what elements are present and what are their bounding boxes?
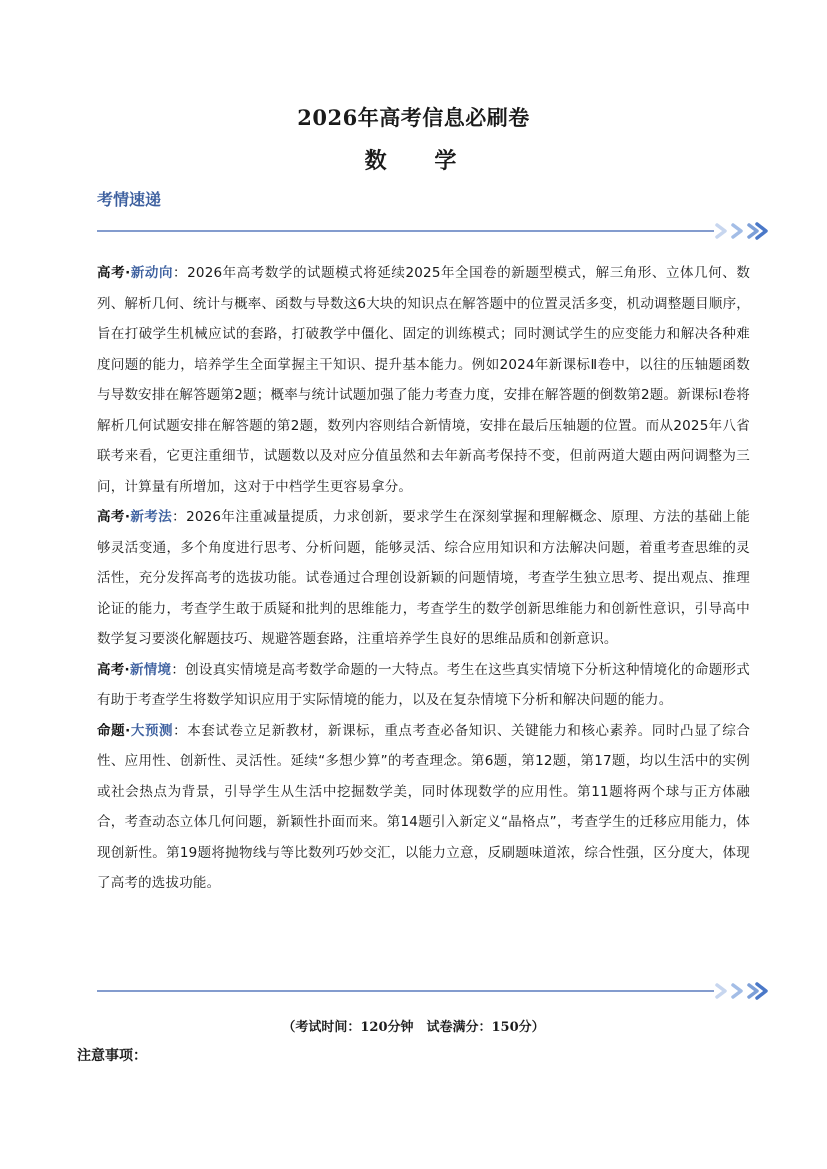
para-lead-highlight: 新考法 bbox=[130, 509, 173, 525]
para-lead-highlight: 大预测 bbox=[130, 722, 174, 739]
paragraph-prediction bbox=[97, 716, 750, 899]
para-separator: ： bbox=[171, 661, 186, 678]
para-lead-prefix: 高考· bbox=[97, 265, 131, 281]
paragraph-new-trend bbox=[97, 258, 750, 502]
para-lead-highlight: 新动向 bbox=[130, 265, 174, 281]
paragraph-new-method bbox=[97, 502, 750, 655]
para-lead-prefix: 高考· bbox=[97, 661, 130, 678]
para-lead-prefix: 高考· bbox=[97, 509, 131, 525]
paragraph-new-context bbox=[97, 655, 750, 716]
exam-info: （考试时间：120分钟 试卷满分：150分） bbox=[282, 1020, 545, 1035]
content-area bbox=[97, 258, 750, 899]
para-text: 创设真实情境是高考数学命题的一大特点。考生在这些真实情境下分析这种情境化的命题形式有助于考查学生将数学知识应用于实际情境的能力，以及在复杂情境下分析和解决问题的能力。 bbox=[97, 661, 750, 708]
para-separator: ： bbox=[173, 265, 188, 281]
para-lead-highlight: 新情境 bbox=[129, 661, 172, 678]
top-divider bbox=[97, 222, 772, 242]
para-text: 2026年高考数学的试题模式将延续2025年全国卷的新题型模式，解三角形、立体几何、数列、解析几何、统计与概率、函数与导数这6大块的知识点在解答题中的位置灵活多变，机动调整题目顺序，旨在打破学生机械应试的套路，打破教学中僵化、固定的训练模式；同时测试学生的应变能力和解决各种难度问题的能力，培养学生全面掌握主干知识、提升基本能力。例如2024年新课标Ⅱ卷中，以往的压轴题函数与导数安排在解答题第2题；概率与统计试题加强了能力考查力度，安排在解答题的倒数第2题。新课标Ⅰ卷将解析几何试题安排在解答题的第2题，数列内容则结合新情境，安排在最后压轴题的位置。而从2025年八省联考来看，它更注重细节，试题数以及对应分值虽然和去年新高考保持不变，但前两道大题由两问调整为三问，计算量有所增加，这对于中档学生更容易拿分。 bbox=[97, 265, 751, 495]
section-label: 考情速递 bbox=[97, 190, 162, 209]
para-lead-prefix: 命题· bbox=[97, 722, 131, 739]
para-separator: ： bbox=[172, 509, 187, 525]
page-title: 2026年高考信息必刷卷 bbox=[297, 105, 530, 130]
notes-heading: 注意事项： bbox=[77, 1048, 147, 1064]
para-text: 本套试卷立足新教材，新课标，重点考查必备知识、关键能力和核心素养。同时凸显了综合性、应用性、创新性、灵活性。延续“多想少算”的考查理念。第6题，第12题，第17题，均以生活中的实例或社会热点为背景，引导学生从生活中挖掘数学美，同时体现数学的应用性。第11题将两个球与正方体融合，考查动态立体几何问题，新颖性扑面而来。第14题引入新定义“晶格点”，考查学生的迁移应用能力，体现创新性。第19题将抛物线与等比数列巧妙交汇，以能力立意，反刷题味道浓，综合性强，区分度大，体现了高考的选拔功能。 bbox=[97, 722, 751, 891]
bottom-divider bbox=[97, 982, 772, 1002]
para-text: 2026年注重减量提质，力求创新，要求学生在深刻掌握和理解概念、原理、方法的基础上能够灵活变通，多个角度进行思考、分析问题，能够灵活、综合应用知识和方法解决问题，着重考查思维的灵活性，充分发挥高考的选拔功能。试卷通过合理创设新颖的问题情境，考查学生独立思考、提出观点、推理论证的能力，考查学生敢于质疑和批判的思维能力，考查学生的数学创新思维能力和创新性意识，引导高中数学复习要淡化解题技巧、规避答题套路，注重培养学生良好的思维品质和创新意识。 bbox=[97, 509, 750, 647]
subject-title: 数 学 bbox=[364, 148, 477, 174]
para-separator: ： bbox=[173, 722, 188, 739]
